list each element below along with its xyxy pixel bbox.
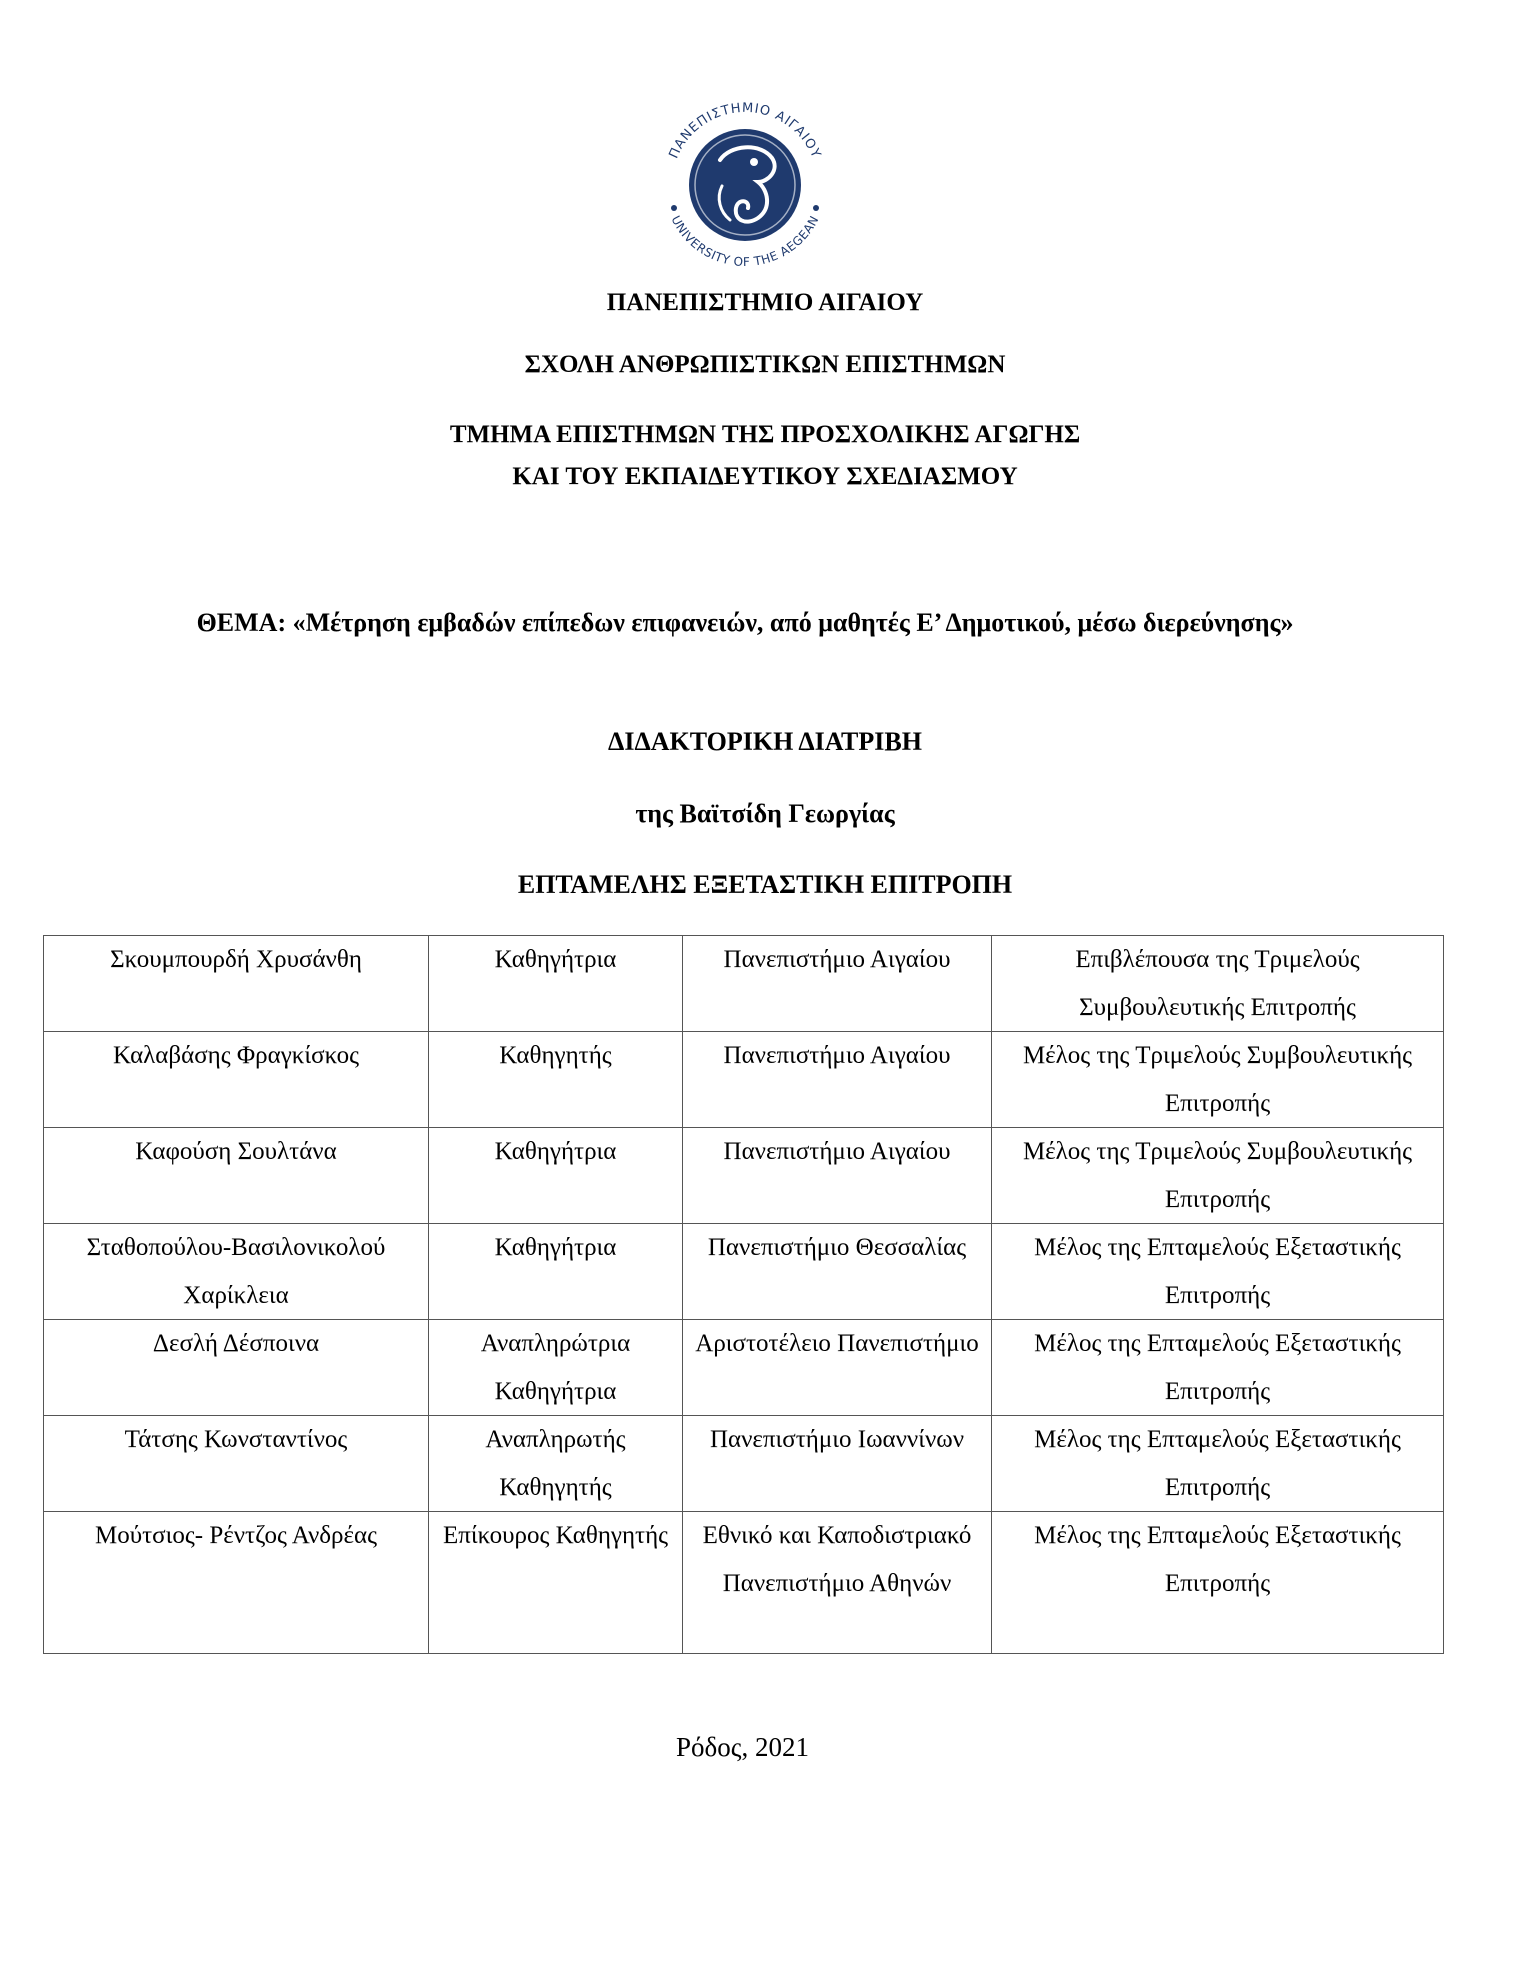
member-role: Μέλος της Τριμελούς Συμβουλευτικής Επιτροπής <box>992 1032 1444 1128</box>
svg-text:ΠΑΝΕΠΙΣΤΗΜΙΟ ΑΙΓΑΙΟΥ: ΠΑΝΕΠΙΣΤΗΜΙΟ ΑΙΓΑΙΟΥ <box>666 100 824 161</box>
member-institution: Πανεπιστήμιο Αιγαίου <box>683 1128 992 1224</box>
member-name: Μούτσιος- Ρέντζος Ανδρέας <box>44 1512 429 1654</box>
member-role: Μέλος της Επταμελούς Εξεταστικής Επιτροπής <box>992 1224 1444 1320</box>
school-name: ΣΧΟΛΗ ΑΝΘΡΩΠΙΣΤΙΚΩΝ ΕΠΙΣΤΗΜΩΝ <box>524 351 1006 378</box>
table-row <box>44 936 1444 1032</box>
member-rank: Καθηγήτρια <box>429 1224 683 1320</box>
committee-title: ΕΠΤΑΜΕΛΗΣ ΕΞΕΤΑΣΤΙΚΗ ΕΠΙΤΡΟΠΗ <box>517 870 1013 899</box>
table-row <box>44 1224 1444 1320</box>
department-name-line2: ΚΑΙ ΤΟΥ ΕΚΠΑΙΔΕΥΤΙΚΟΥ ΣΧΕΔΙΑΣΜΟΥ <box>512 463 1018 490</box>
member-rank: Αναπληρώτρια Καθηγήτρια <box>429 1320 683 1416</box>
thesis-type: ΔΙΔΑΚΤΟΡΙΚΗ ΔΙΑΤΡΙΒΗ <box>608 727 922 756</box>
member-institution: Πανεπιστήμιο Αιγαίου <box>683 1032 992 1128</box>
member-institution: Αριστοτέλειο Πανεπιστήμιο <box>683 1320 992 1416</box>
member-rank: Καθηγήτρια <box>429 936 683 1032</box>
member-rank: Καθηγήτρια <box>429 1128 683 1224</box>
member-name: Σκουμπουρδή Χρυσάνθη <box>44 936 429 1032</box>
member-institution: Εθνικό και Καποδιστριακό Πανεπιστήμιο Αθηνών <box>683 1512 992 1654</box>
member-rank: Επίκουρος Καθηγητής <box>429 1512 683 1654</box>
member-role: Μέλος της Τριμελούς Συμβουλευτικής Επιτροπής <box>992 1128 1444 1224</box>
member-name: Καφούση Σουλτάνα <box>44 1128 429 1224</box>
table-row <box>44 1128 1444 1224</box>
member-role: Μέλος της Επταμελούς Εξεταστικής Επιτροπής <box>992 1320 1444 1416</box>
member-name: Τάτσης Κωνσταντίνος <box>44 1416 429 1512</box>
thesis-topic: ΘΕΜΑ: «Μέτρηση εμβαδών επίπεδων επιφανειών, από μαθητές Ε’ Δημοτικού, μέσω διερεύνησης» <box>196 608 1294 637</box>
member-name: Καλαβάσης Φραγκίσκος <box>44 1032 429 1128</box>
member-name: Σταθοπούλου-Βασιλονικολού Χαρίκλεια <box>44 1224 429 1320</box>
table-row <box>44 1416 1444 1512</box>
university-name: ΠΑΝΕΠΙΣΤΗΜΙΟ ΑΙΓΑΙΟΥ <box>606 289 924 316</box>
svg-text:UNIVERSITY OF THE AEGEAN: UNIVERSITY OF THE AEGEAN <box>668 213 822 270</box>
thesis-author: της Βαϊτσίδη Γεωργίας <box>635 799 895 828</box>
department-name-line1: ΤΜΗΜΑ ΕΠΙΣΤΗΜΩΝ ΤΗΣ ΠΡΟΣΧΟΛΙΚΗΣ ΑΓΩΓΗΣ <box>449 421 1081 448</box>
member-rank: Αναπληρωτής Καθηγητής <box>429 1416 683 1512</box>
table-row <box>44 1512 1444 1654</box>
committee-table <box>43 935 1444 1654</box>
member-role: Μέλος της Επταμελούς Εξεταστικής Επιτροπής <box>992 1416 1444 1512</box>
member-role: Επιβλέπουσα της Τριμελούς Συμβουλευτικής Επιτροπής <box>992 936 1444 1032</box>
member-institution: Πανεπιστήμιο Αιγαίου <box>683 936 992 1032</box>
table-row <box>44 1320 1444 1416</box>
member-role: Μέλος της Επταμελούς Εξεταστικής Επιτροπής <box>992 1512 1444 1654</box>
place-and-year: Ρόδος, 2021 <box>676 1732 809 1762</box>
member-name: Δεσλή Δέσποινα <box>44 1320 429 1416</box>
member-rank: Καθηγητής <box>429 1032 683 1128</box>
member-institution: Πανεπιστήμιο Θεσσαλίας <box>683 1224 992 1320</box>
member-institution: Πανεπιστήμιο Ιωαννίνων <box>683 1416 992 1512</box>
university-seal-logo <box>650 90 840 280</box>
table-row <box>44 1032 1444 1128</box>
